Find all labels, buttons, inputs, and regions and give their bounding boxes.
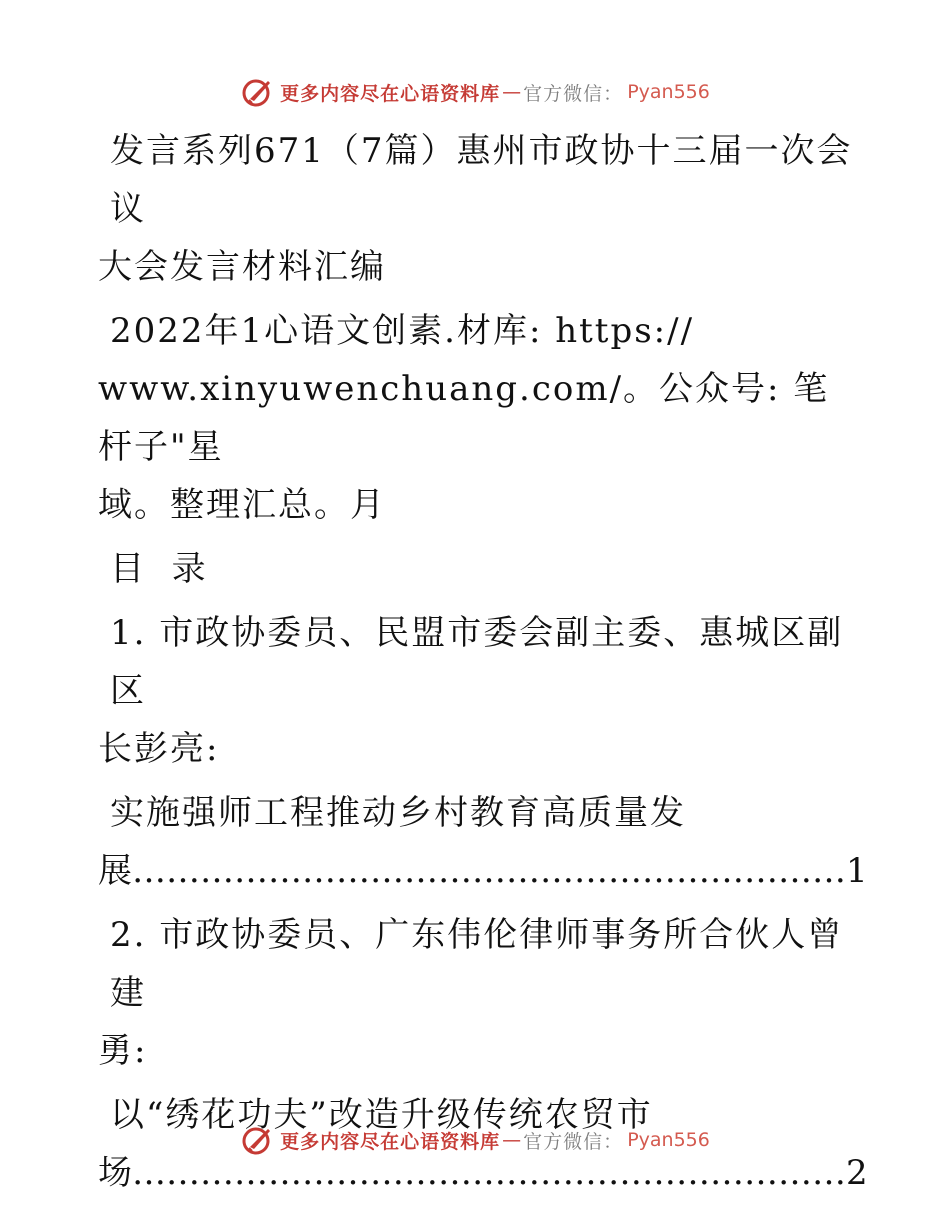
banner-dash: —	[502, 1129, 522, 1151]
toc-entry-1-speaker-line-1: 1. 市政协委员、民盟市委会副主委、惠城区副区	[110, 613, 844, 711]
doc-title-line-2: 大会发言材料汇编	[98, 247, 386, 287]
banner-wechat-id: Pyan556	[627, 81, 710, 103]
footer-watermark	[0, 1118, 950, 1162]
toc-entry-1-topic-line-2: 展………………………………………………………1	[98, 851, 868, 891]
banner-label: 官方微信：	[523, 82, 624, 105]
doc-meta-line-3: 域。整理汇总。月	[98, 485, 386, 525]
toc-entry-1-topic-line-1: 实施强师工程推动乡村教育高质量发	[110, 793, 686, 833]
header-watermark	[0, 70, 950, 114]
toc-entry-1-speaker-line-2: 长彭亮:	[98, 729, 220, 769]
quill-logo-icon	[240, 1123, 274, 1157]
toc-entry-2-speaker-line-1: 2. 市政协委员、广东伟伦律师事务所合伙人曾建	[110, 915, 844, 1013]
doc-meta-line-1: 2022年1心语文创素.材库: https://	[110, 311, 695, 351]
banner-wechat-id: Pyan556	[627, 1129, 710, 1151]
quill-logo-icon	[240, 75, 274, 109]
toc-entry-2-speaker-line-2: 勇:	[98, 1031, 148, 1071]
banner-dash: —	[502, 81, 522, 103]
toc-heading: 目 录	[110, 549, 208, 589]
banner-label: 官方微信：	[523, 1130, 624, 1153]
doc-title-line-1: 发言系列671（7篇）惠州市政协十三届一次会议	[110, 131, 853, 229]
banner-slogan: 更多内容尽在心语资料库	[280, 1130, 501, 1153]
toc-entry-2-topic-line-2: 场………………………………………………………2	[98, 1153, 868, 1193]
doc-meta-line-2: www.xinyuwenchuang.com/。公众号: 笔杆子"星	[98, 369, 830, 467]
document-body	[98, 122, 868, 1202]
toc-entry-2-topic-line-1: 以“绣花功夫”改造升级传统农贸市	[110, 1095, 653, 1135]
banner-slogan: 更多内容尽在心语资料库	[280, 82, 501, 105]
